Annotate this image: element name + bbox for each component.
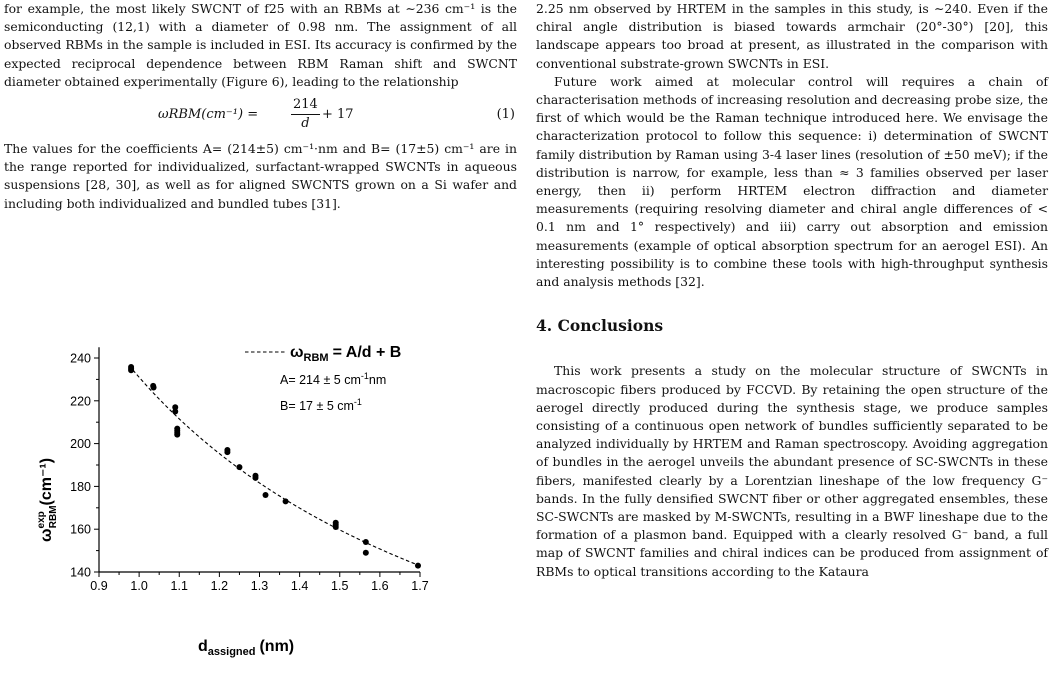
y-tick-label: 160 <box>70 522 91 537</box>
x-tick-label: 1.3 <box>250 579 269 593</box>
equation-numerator: 214 <box>291 96 320 115</box>
data-point <box>283 498 289 504</box>
section-heading-conclusions: 4. Conclusions <box>536 316 664 336</box>
chart-legend <box>245 344 401 413</box>
data-point <box>172 409 178 415</box>
y-tick-label: 220 <box>70 394 91 409</box>
data-point <box>252 475 258 481</box>
left-column <box>4 0 517 213</box>
chart-ticks <box>70 352 429 594</box>
data-point <box>415 563 421 569</box>
equation-constant: + 17 <box>322 107 354 123</box>
data-point <box>151 385 157 391</box>
equation-number: (1) <box>496 107 515 123</box>
equation-lhs: ωRBM(cm⁻¹) = <box>158 107 259 123</box>
right-column <box>536 0 1048 581</box>
legend-coefficient-a: A= 214 ± 5 $cm^{-1}nm$ <box>280 371 387 387</box>
data-point <box>333 524 339 530</box>
equation-1 <box>4 94 517 138</box>
data-point <box>224 449 230 455</box>
conclusions-paragraph: This work presents a study on the molecular structure of SWCNTs in macroscopic fibers produced by FCCVD. By retaining the open structure of the aerogel directly produced during the synthesis stage, we produce samples consisting of a continuous open network of bundles sufficiently separated to be analyzed individually by HRTEM and Raman spectroscopy. Avoiding aggregation of bundles in the aerogel unveils the abundant presence of SC-SWCNTs in these fibers, manifested clearly by a Lorentzian lineshape of the low frequency G⁻ bands. In the fully densified SWCNT fiber or other aggregated ensembles, these SC-SWCNTs are masked by M-SWCNTs, resulting in a BWF lineshape due to the formation of a plasmon band. Equipped with a clearly resolved G⁻ band, a full map of SWCNT families and chiral indices can be produced from assignment of RBMs to optical transitions according to the Kataura <box>536 363 1048 579</box>
figure-6 <box>20 332 440 682</box>
x-tick-label: 1.2 <box>210 579 229 593</box>
x-tick-label: 1.6 <box>371 579 389 593</box>
x-tick-label: 1.0 <box>130 579 148 593</box>
equation-fraction <box>291 96 320 133</box>
right-paragraph-1: 2.25 nm observed by HRTEM in the samples in this study, is ∼240. Even if the chiral angle distribution is biased towards armchair (20°-30°) [20], this landscape appears too broad at present, as illustrated in the comparison with conventional substrate-grown SWCNTs in ESI. <box>536 1 1048 71</box>
legend-label: $\omega_{RBM} = A/d + B$ <box>290 344 402 364</box>
x-tick-label: 1.4 <box>290 579 309 593</box>
y-tick-label: 240 <box>70 351 91 366</box>
data-point <box>263 492 269 498</box>
left-paragraph-2: The values for the coefficients A= (214±5) cm⁻¹·nm and B= (17±5) cm⁻¹ are in the range reported for individualized, surfactant-wrapped SWCNTs in aqueous suspensions [28, 30], as well as for aligned SWCNTS grown on a Si wafer and including both individualized and bundled tubes [31]. <box>4 141 517 211</box>
y-tick-label: 200 <box>70 437 91 452</box>
fit-curve <box>129 366 420 566</box>
x-tick-label: 0.9 <box>90 579 108 593</box>
x-tick-label: 1.5 <box>331 579 349 593</box>
data-point <box>128 367 134 373</box>
x-tick-label: 1.1 <box>170 579 188 593</box>
y-tick-label: 140 <box>70 565 91 580</box>
data-point <box>236 464 242 470</box>
legend-coefficient-b: B= 17 ± 5 $cm^{-1}$ <box>280 397 362 413</box>
right-paragraph-2: Future work aimed at molecular control will requires a chain of characterisation methods of increasing resolution and decreasing probe size, the first of which would be the Raman technique introduced here. We envisage the characterization protocol to follow this sequence: i) determination of SWCNT family distribution by Raman using 3-4 laser lines (resolution of ±50 meV); if the distribution is narrow, for example, less than ≈ 3 families observed per laser energy, then ii) perform HRTEM electron diffraction and diameter measurements (requiring resolving diameter and chiral angle differences of < 0.1 nm and 1° respectively) and iii) carry out absorption and emission measurements (example of optical absorption spectrum for an aerogel ESI). An interesting possibility is to combine these tools with high-throughput synthesis and analysis methods [32]. <box>536 73 1048 290</box>
equation-denominator: d <box>301 116 310 132</box>
rbm-scatter-chart <box>20 332 440 682</box>
y-tick-label: 180 <box>70 479 91 494</box>
x-axis-label: $d_{assigned}$ (nm) <box>198 638 295 658</box>
data-point <box>363 539 369 545</box>
data-point <box>174 432 180 438</box>
data-points <box>128 364 421 569</box>
x-tick-label: 1.7 <box>411 579 429 593</box>
left-paragraph-1: for example, the most likely SWCNT of f25 with an RBMs at ∼236 cm⁻¹ is the semiconducting (12,1) with a diameter of 0.98 nm. The assignment of all observed RBMs in the sample is included in ESI. Its accuracy is confirmed by the expected reciprocal dependence between RBM Raman shift and SWCNT diameter obtained experimentally (Figure 6), leading to the relationship <box>4 1 517 89</box>
y-axis-label: $\omega^{exp}RBM(cm^{-1})$ <box>36 457 59 542</box>
data-point <box>363 550 369 556</box>
